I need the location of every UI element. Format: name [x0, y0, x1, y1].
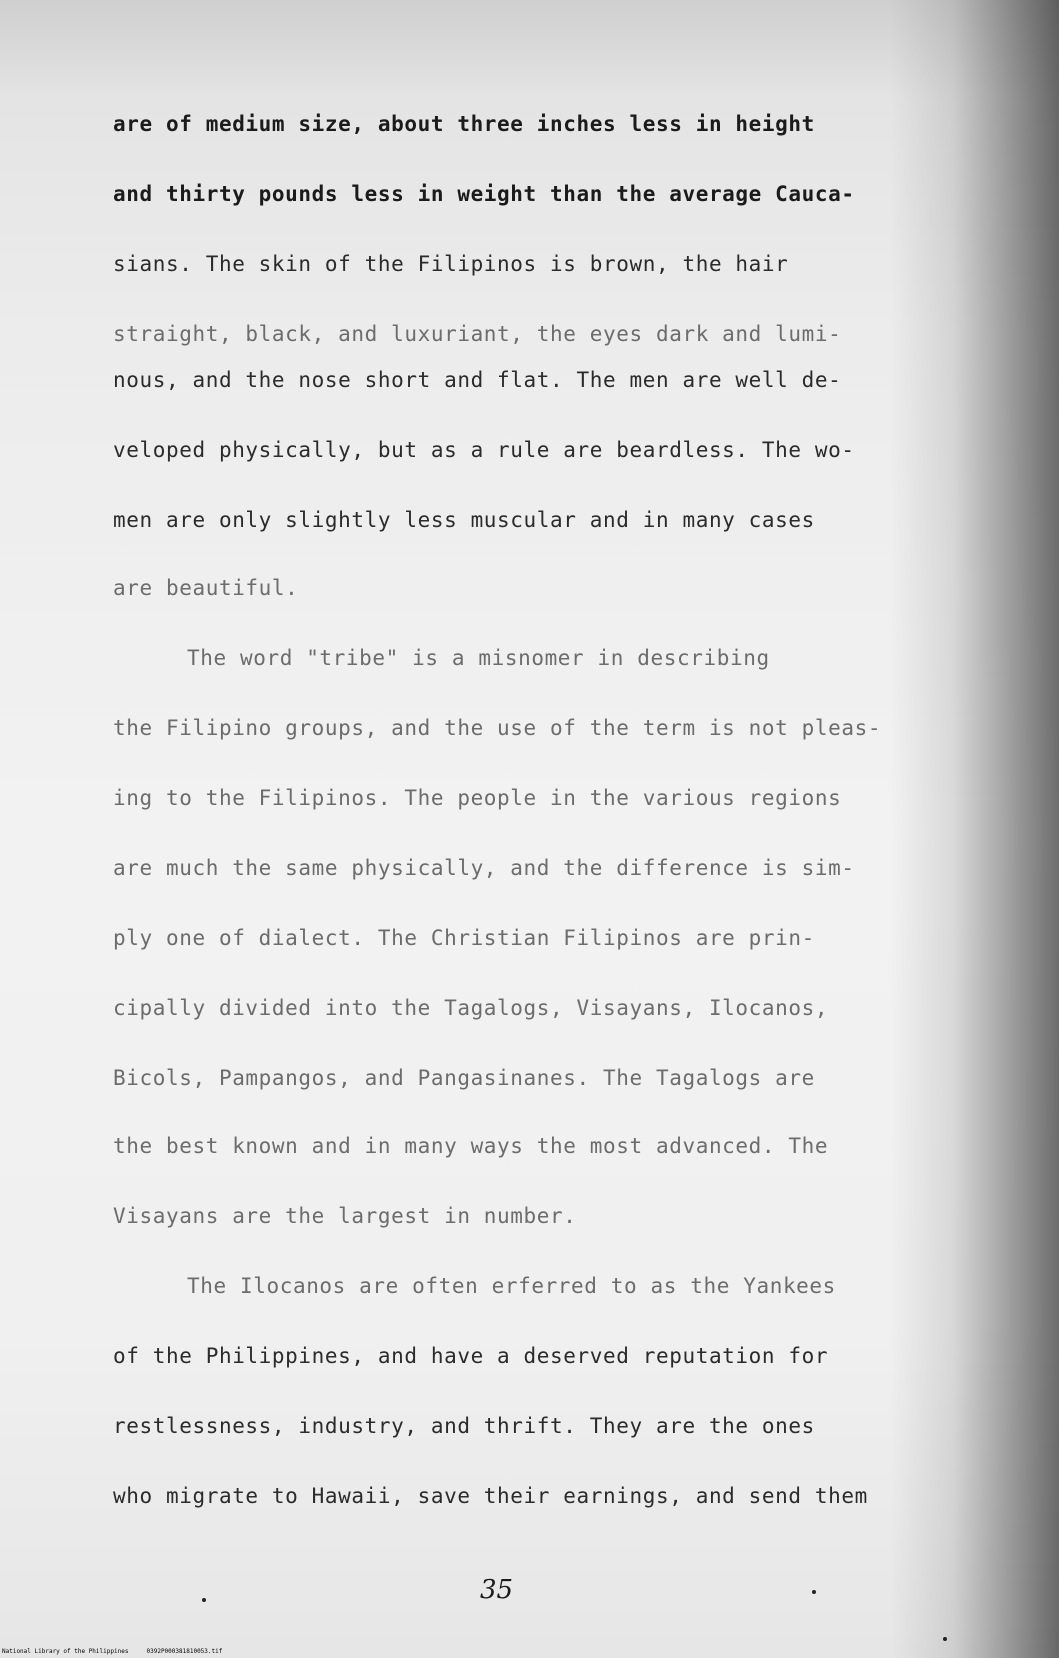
archive-footer: National Library of the Philippines 0392P000381810053.tif [2, 1648, 223, 1655]
text-line-15: Bicols, Pampangos, and Pangasinanes. The Tagalogs are [113, 1066, 815, 1090]
text-line-11: ing to the Filipinos. The people in the various regions [113, 786, 842, 810]
text-line-20: restlessness, industry, and thrift. They are the ones [113, 1414, 815, 1438]
text-line-4: straight, black, and luxuriant, the eyes dark and lumi- [113, 322, 842, 346]
scan-speck [202, 1598, 206, 1602]
scan-speck [943, 1637, 947, 1641]
text-line-1: are of medium size, about three inches less in height [113, 112, 815, 136]
text-line-16: the best known and in many ways the most advanced. The [113, 1134, 829, 1158]
text-line-6: veloped physically, but as a rule are beardless. The wo- [113, 438, 855, 462]
text-line-2: and thirty pounds less in weight than the average Cauca- [113, 182, 855, 206]
page-number: 35 [480, 1575, 514, 1605]
scan-speck [812, 1590, 816, 1594]
text-line-7: men are only slightly less muscular and in many cases [113, 508, 815, 532]
text-line-8: are beautiful. [113, 576, 299, 600]
text-line-9: The word "tribe" is a misnomer in describing [187, 646, 770, 670]
text-line-3: sians. The skin of the Filipinos is brown, the hair [113, 252, 789, 276]
text-line-14: cipally divided into the Tagalogs, Visayans, Ilocanos, [113, 996, 829, 1020]
text-line-18: The Ilocanos are often erferred to as the Yankees [187, 1274, 836, 1298]
text-line-12: are much the same physically, and the difference is sim- [113, 856, 855, 880]
text-line-17: Visayans are the largest in number. [113, 1204, 577, 1228]
text-line-21: who migrate to Hawaii, save their earnings, and send them [113, 1484, 868, 1508]
text-line-19: of the Philippines, and have a deserved reputation for [113, 1344, 829, 1368]
text-line-5: nous, and the nose short and flat. The men are well de- [113, 368, 842, 392]
text-line-10: the Filipino groups, and the use of the term is not pleas- [113, 716, 882, 740]
text-line-13: ply one of dialect. The Christian Filipinos are prin- [113, 926, 815, 950]
